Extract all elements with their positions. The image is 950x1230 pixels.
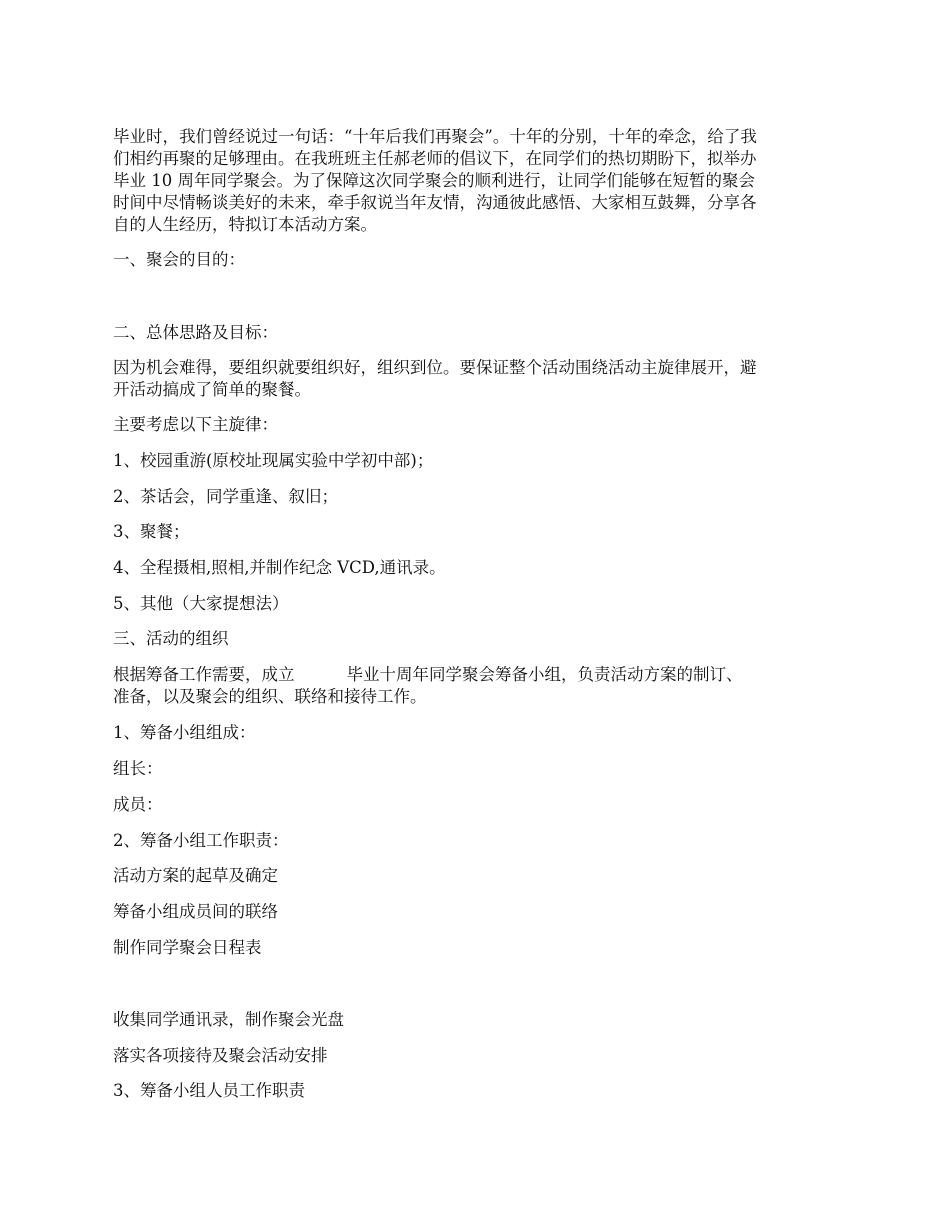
theme-item: 5、其他（大家提想法） <box>113 594 289 613</box>
duty-item: 制作同学聚会日程表 <box>113 938 262 957</box>
section2-line: 因为机会难得，要组织就要组织好，组织到位。要保证整个活动围绕活动主旋律展开，避 <box>113 358 757 377</box>
section2-line: 开活动搞成了简单的聚餐。 <box>113 380 311 399</box>
duty-item: 收集同学通讯录，制作聚会光盘 <box>113 1010 344 1029</box>
theme-item: 4、全程摄相,照相,并制作纪念 VCD,通讯录。 <box>113 558 446 577</box>
subheading-group-duties: 2、筹备小组工作职责： <box>113 831 289 850</box>
intro-paragraph <box>113 126 840 236</box>
section3-heading: 三、活动的组织 <box>113 629 229 648</box>
theme-item: 2、茶话会，同学重逢、叙旧； <box>113 487 338 506</box>
leader-label: 组长： <box>113 759 163 778</box>
theme-item: 1、校园重游(原校址现属实验中学初中部)； <box>113 451 434 470</box>
duty-item: 活动方案的起草及确定 <box>113 866 278 885</box>
section2-heading: 二、总体思路及目标： <box>113 323 278 342</box>
theme-item: 3、聚餐； <box>113 522 190 541</box>
section3-paragraph <box>113 664 840 708</box>
section3-line-end: 毕业十周年同学聚会筹备小组，负责活动方案的制订、 <box>346 665 743 684</box>
themes-intro: 主要考虑以下主旋律： <box>113 415 278 434</box>
duty-item: 落实各项接待及聚会活动安排 <box>113 1046 328 1065</box>
intro-line: 毕业时，我们曾经说过一句话：“十年后我们再聚会”。十年的分别，十年的牵念，给了我 <box>113 127 757 146</box>
section3-line-start: 根据筹备工作需要，成立 <box>113 665 295 684</box>
section3-line <box>113 664 840 686</box>
duty-item: 筹备小组成员间的联络 <box>113 902 278 921</box>
subheading-member-duties: 3、筹备小组人员工作职责 <box>113 1081 305 1100</box>
intro-line: 时间中尽情畅谈美好的未来，牵手叙说当年友情，沟通彼此感悟、大家相互鼓舞，分享各 <box>113 193 757 212</box>
intro-line: 们相约再聚的足够理由。在我班班主任郝老师的倡议下，在同学们的热切期盼下，拟举办 <box>113 149 757 168</box>
members-label: 成员： <box>113 795 163 814</box>
section1-heading: 一、聚会的目的： <box>113 250 245 269</box>
subheading-group-composition: 1、筹备小组组成： <box>113 723 256 742</box>
intro-line: 毕业 10 周年同学聚会。为了保障这次同学聚会的顺利进行，让同学们能够在短暂的聚会 <box>113 171 755 190</box>
section3-line: 准备，以及聚会的组织、联络和接待工作。 <box>113 687 427 706</box>
intro-line: 自的人生经历，特拟订本活动方案。 <box>113 215 377 234</box>
section2-paragraph <box>113 357 840 401</box>
